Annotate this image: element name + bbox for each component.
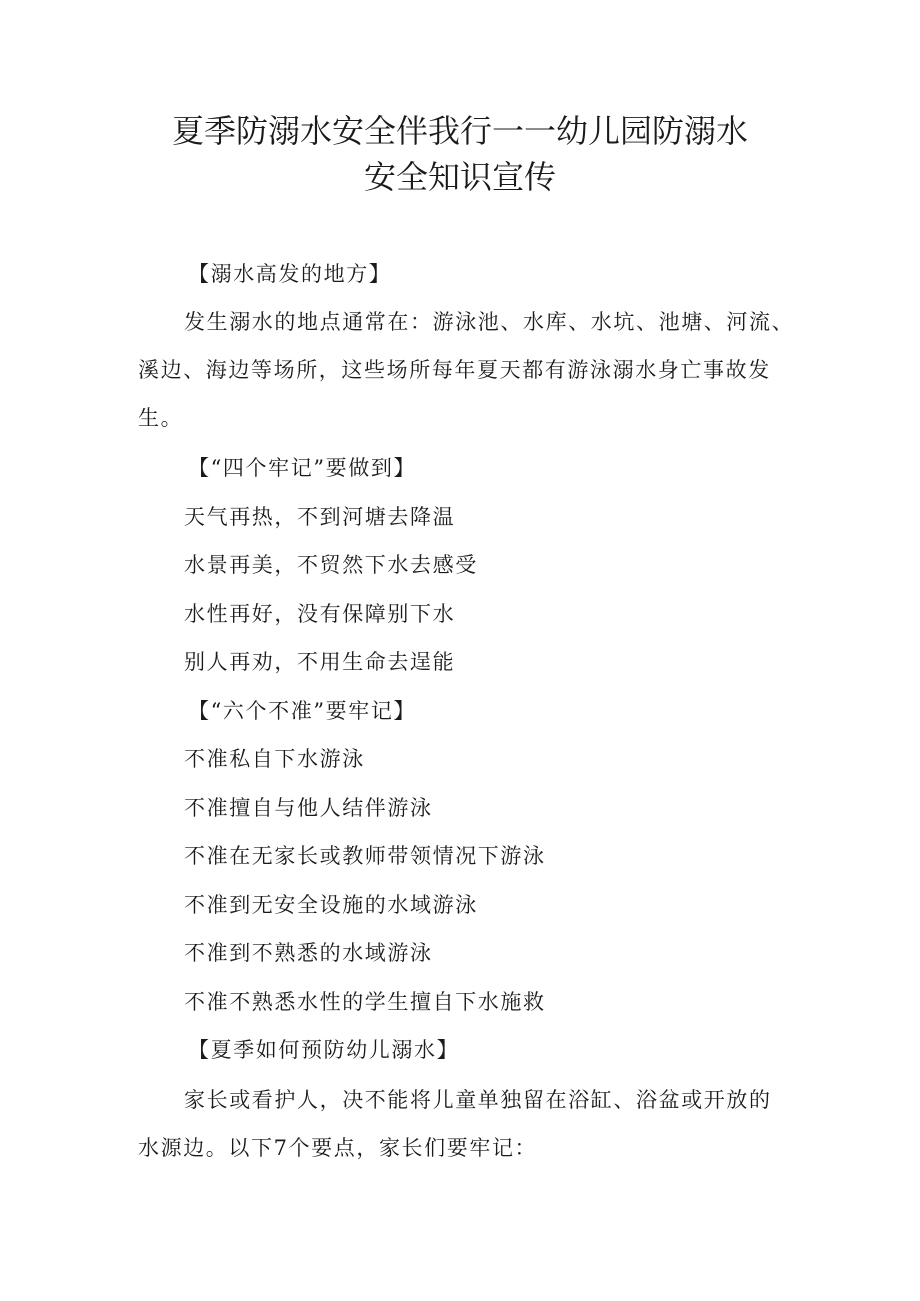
paragraph-line: 家长或看护人，决不能将儿童单独留在浴缸、浴盆或开放的 [184,1088,772,1112]
paragraph-line: 溪边、海边等场所，这些场所每年夏天都有游泳溺水身亡事故发 [138,358,771,382]
list-item: 别人再劝，不用生命去逞能 [184,650,456,674]
list-item: 不准到不熟悉的水域游泳 [184,941,433,965]
document-title [0,108,920,200]
title-line-2: 安全知识宣传 [363,158,556,196]
paragraph-line: 生。 [138,406,184,430]
section-heading-six-prohibitions: 【“六个不准”要牢记】 [188,699,417,723]
list-item: 不准到无安全设施的水域游泳 [184,893,478,917]
section-heading-four-remembers: 【“四个牢记”要做到】 [188,456,417,480]
list-item: 不准擅自与他人结伴游泳 [184,796,433,820]
list-item: 水性再好，没有保障别下水 [184,602,456,626]
title-line-1: 夏季防溺水安全伴我行一一幼儿园防溺水 [171,112,748,150]
section-heading-drowning-places: 【溺水高发的地方】 [188,262,392,286]
section-heading-summer-prevention: 【夏季如何预防幼儿溺水】 [188,1038,460,1062]
list-item: 不准私自下水游泳 [184,747,365,771]
list-item: 天气再热，不到河塘去降温 [184,505,456,529]
paragraph-line: 发生溺水的地点通常在：游泳池、水库、水坑、池塘、河流、 [184,310,795,334]
list-item: 水景再美，不贸然下水去感受 [184,553,478,577]
list-item: 不准在无家长或教师带领情况下游泳 [184,844,546,868]
list-item: 不准不熟悉水性的学生擅自下水施救 [184,990,546,1014]
paragraph-line: 水源边。以下7个要点，家长们要牢记： [138,1136,538,1160]
